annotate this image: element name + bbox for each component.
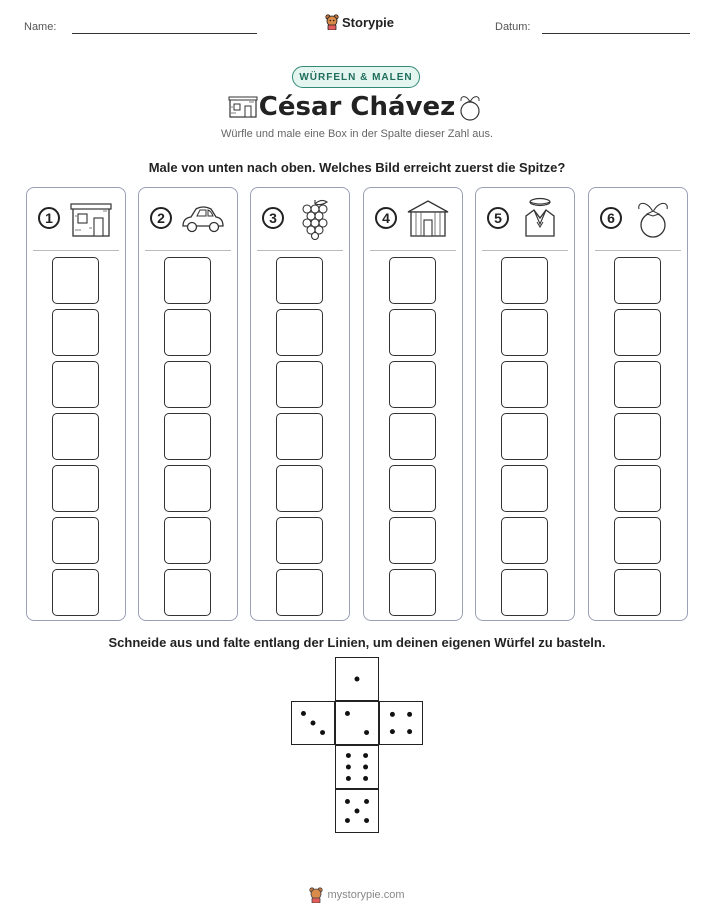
column-header	[27, 188, 125, 248]
page-subtitle: Würfle und male eine Box in der Spalte dieser Zahl aus.	[220, 128, 494, 140]
color-box[interactable]	[276, 361, 323, 408]
color-box[interactable]	[164, 309, 211, 356]
column-divider	[595, 250, 681, 251]
dice-column-4	[363, 187, 463, 621]
dice-column-1	[26, 187, 126, 621]
color-box[interactable]	[614, 257, 661, 304]
color-box[interactable]	[164, 361, 211, 408]
color-box[interactable]	[389, 465, 436, 512]
color-box[interactable]	[276, 465, 323, 512]
color-box[interactable]	[614, 361, 661, 408]
dice-face-3	[291, 701, 335, 745]
dice-column-3	[250, 187, 350, 621]
color-box[interactable]	[164, 517, 211, 564]
color-box[interactable]	[52, 517, 99, 564]
dice-face-5	[335, 789, 379, 833]
color-box[interactable]	[276, 257, 323, 304]
color-box[interactable]	[164, 569, 211, 616]
dice-column-5	[475, 187, 575, 621]
column-number: 3	[262, 207, 284, 229]
color-box[interactable]	[614, 309, 661, 356]
column-divider	[370, 250, 456, 251]
column-divider	[33, 250, 119, 251]
color-box[interactable]	[501, 465, 548, 512]
page-title: César Chávez	[258, 92, 456, 122]
brand-logo	[325, 14, 394, 30]
color-box[interactable]	[164, 413, 211, 460]
color-box[interactable]	[501, 361, 548, 408]
column-header	[139, 188, 237, 248]
color-box[interactable]	[501, 257, 548, 304]
column-number: 6	[600, 207, 622, 229]
car-icon	[179, 196, 227, 240]
color-box[interactable]	[501, 309, 548, 356]
color-box[interactable]	[614, 465, 661, 512]
column-number: 4	[375, 207, 397, 229]
name-label: Name:	[24, 21, 57, 33]
bear-mascot-icon	[325, 14, 339, 30]
dice-column-2	[138, 187, 238, 621]
tomato-icon	[629, 196, 677, 240]
color-box[interactable]	[389, 517, 436, 564]
footer	[0, 887, 714, 903]
column-header	[251, 188, 349, 248]
column-divider	[145, 250, 231, 251]
column-number: 2	[150, 207, 172, 229]
activity-badge: WÜRFELN & MALEN	[292, 66, 420, 88]
dice-face-6	[335, 745, 379, 789]
dice-face-1	[335, 657, 379, 701]
color-box[interactable]	[276, 309, 323, 356]
color-box[interactable]	[501, 413, 548, 460]
color-box[interactable]	[501, 569, 548, 616]
grapes-icon	[291, 196, 339, 240]
date-line[interactable]	[542, 33, 690, 34]
color-box[interactable]	[389, 413, 436, 460]
column-divider	[482, 250, 568, 251]
color-box[interactable]	[52, 465, 99, 512]
color-box[interactable]	[276, 413, 323, 460]
color-box[interactable]	[614, 413, 661, 460]
dice-column-6	[588, 187, 688, 621]
color-box[interactable]	[164, 257, 211, 304]
instruction-bottom: Schneide aus und falte entlang der Linien, um deinen eigenen Würfel zu basteln.	[108, 635, 606, 650]
dice-face-4	[379, 701, 423, 745]
dice-face-2	[335, 701, 379, 745]
color-box[interactable]	[276, 569, 323, 616]
column-header	[364, 188, 462, 248]
name-line[interactable]	[72, 33, 257, 34]
color-box[interactable]	[52, 569, 99, 616]
column-header	[476, 188, 574, 248]
stone-house-icon	[67, 196, 115, 240]
brand-name: Storypie	[342, 14, 395, 30]
color-box[interactable]	[389, 257, 436, 304]
color-box[interactable]	[389, 569, 436, 616]
color-box[interactable]	[164, 465, 211, 512]
column-number: 1	[38, 207, 60, 229]
color-box[interactable]	[501, 517, 548, 564]
column-divider	[257, 250, 343, 251]
color-box[interactable]	[52, 309, 99, 356]
footer-url: mystorypie.com	[327, 889, 405, 901]
color-box[interactable]	[52, 361, 99, 408]
bear-mascot-icon	[309, 887, 323, 903]
color-box[interactable]	[52, 413, 99, 460]
color-box[interactable]	[614, 569, 661, 616]
color-box[interactable]	[52, 257, 99, 304]
date-label: Datum:	[495, 21, 531, 33]
color-box[interactable]	[389, 309, 436, 356]
column-header	[589, 188, 687, 248]
wooden-shed-icon	[404, 196, 452, 240]
color-box[interactable]	[614, 517, 661, 564]
tomato-plant-icon	[456, 92, 484, 122]
sailor-uniform-icon	[516, 196, 564, 240]
color-box[interactable]	[389, 361, 436, 408]
color-box[interactable]	[276, 517, 323, 564]
instruction-top: Male von unten nach oben. Welches Bild erreicht zuerst die Spitze?	[148, 160, 566, 175]
column-number: 5	[487, 207, 509, 229]
